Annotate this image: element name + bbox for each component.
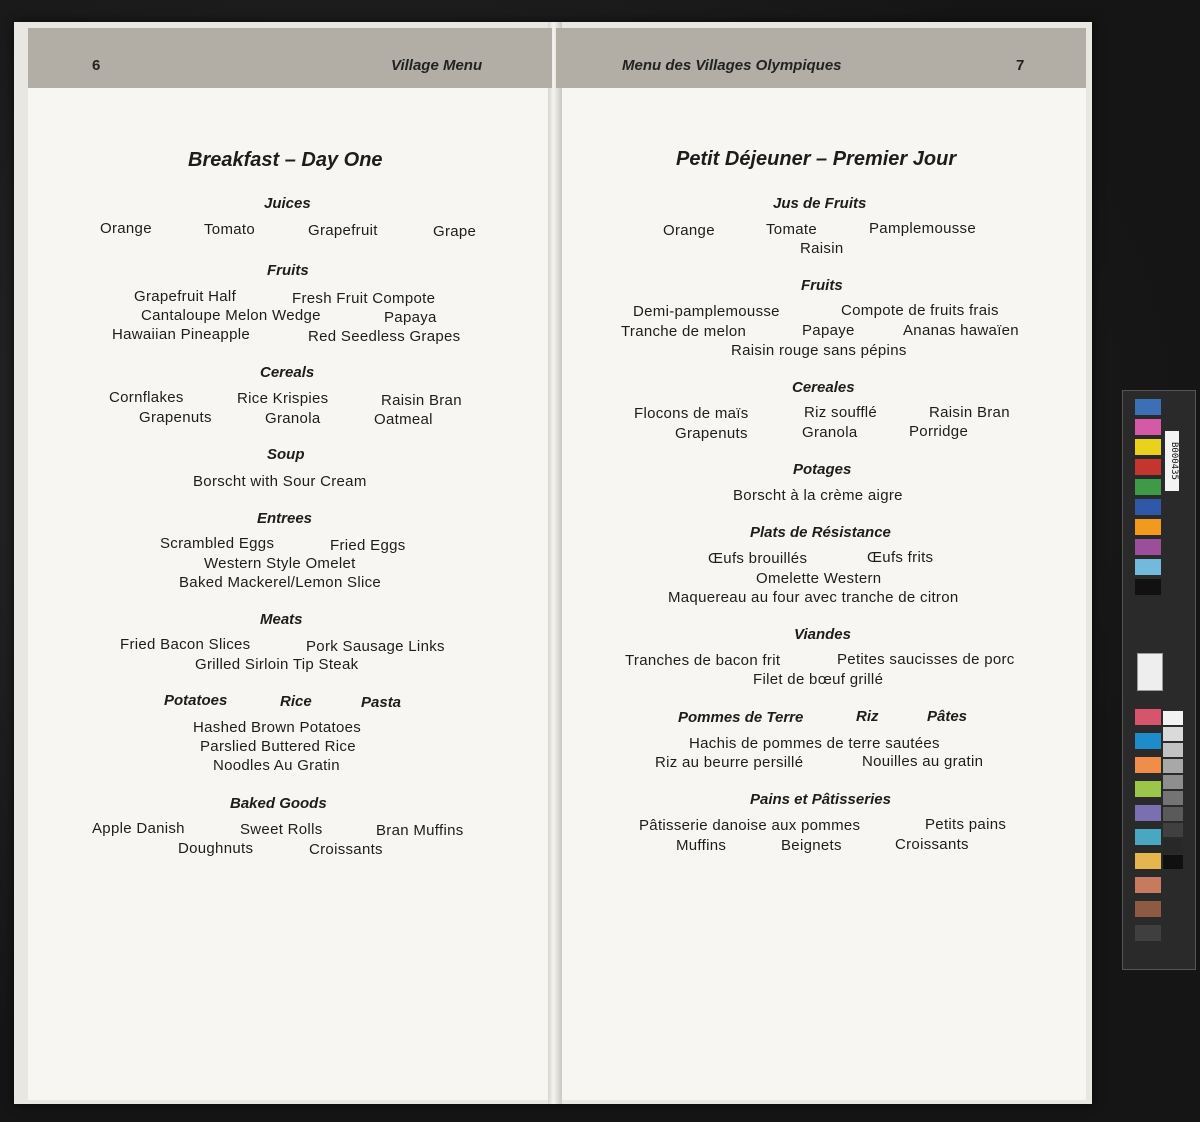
- section-heading-juices: Juices: [264, 195, 311, 212]
- menu-item: Papaya: [384, 309, 437, 326]
- menu-item: Grilled Sirloin Tip Steak: [195, 656, 359, 673]
- color-swatch: [1135, 925, 1161, 941]
- color-swatch: [1135, 805, 1161, 821]
- color-swatch: [1135, 579, 1161, 595]
- section-heading-fruits: Fruits: [267, 262, 309, 279]
- color-swatch: [1135, 829, 1161, 845]
- grey-swatch: [1163, 839, 1183, 853]
- menu-item: Croissants: [895, 836, 969, 853]
- menu-item: Tomato: [204, 221, 255, 238]
- menu-item: Sweet Rolls: [240, 821, 323, 838]
- color-swatch: [1135, 853, 1161, 869]
- section-heading-soup: Soup: [267, 446, 305, 463]
- menu-item: Red Seedless Grapes: [308, 328, 461, 345]
- color-swatch: [1135, 399, 1161, 415]
- menu-item: Cornflakes: [109, 389, 184, 406]
- menu-item: Tomate: [766, 221, 817, 238]
- color-swatch: [1135, 757, 1161, 773]
- section-heading-entrees: Entrees: [257, 510, 313, 527]
- section-heading-soup: Potages: [793, 461, 852, 478]
- menu-item: Filet de bœuf grillé: [753, 671, 884, 688]
- menu-item: Parslied Buttered Rice: [200, 738, 356, 755]
- menu-item: Grapenuts: [675, 425, 748, 442]
- menu-title: Breakfast – Day One: [188, 149, 383, 171]
- menu-item: Pork Sausage Links: [306, 638, 445, 655]
- right-page-header: Menu des Villages Olympiques: [622, 57, 842, 74]
- color-swatch: [1135, 733, 1161, 749]
- menu-item: Riz soufflé: [804, 404, 878, 421]
- menu-item: Demi-pamplemousse: [633, 303, 780, 320]
- menu-item: Flocons de maïs: [634, 405, 749, 422]
- color-swatch: [1135, 439, 1161, 455]
- menu-item: Compote de fruits frais: [841, 302, 999, 319]
- section-heading-baked-goods: Pains et Pâtisseries: [750, 791, 891, 808]
- menu-item: Orange: [663, 222, 715, 239]
- menu-item: Beignets: [781, 837, 842, 854]
- menu-item: Fried Bacon Slices: [120, 636, 251, 653]
- menu-item: Croissants: [309, 841, 383, 858]
- menu-item: Grapenuts: [139, 409, 212, 426]
- menu-item: Borscht with Sour Cream: [193, 473, 367, 490]
- section-heading-rice: Riz: [856, 708, 879, 725]
- menu-item: Noodles Au Gratin: [213, 757, 340, 774]
- color-calibration-strip: [1122, 390, 1196, 970]
- menu-item: Tranches de bacon frit: [625, 652, 781, 669]
- menu-item: Tranche de melon: [621, 323, 747, 340]
- menu-item: Fresh Fruit Compote: [292, 290, 436, 307]
- section-heading-potatoes: Pommes de Terre: [678, 709, 804, 726]
- menu-item: Western Style Omelet: [204, 555, 356, 572]
- menu-item: Maquereau au four avec tranche de citron: [668, 589, 959, 606]
- menu-item: Nouilles au gratin: [862, 753, 984, 770]
- section-heading-entrees: Plats de Résistance: [750, 524, 891, 541]
- color-swatch: [1135, 901, 1161, 917]
- menu-item: Grape: [433, 223, 477, 240]
- left-page-number: 6: [92, 57, 101, 74]
- color-swatch: [1135, 459, 1161, 475]
- grey-swatch: [1163, 727, 1183, 741]
- grey-swatch: [1163, 823, 1183, 837]
- right-page-number: 7: [1016, 57, 1025, 74]
- menu-item: Œufs frits: [867, 549, 934, 566]
- menu-item: Orange: [100, 220, 152, 237]
- section-heading-pasta: Pasta: [361, 694, 402, 711]
- section-heading-cereals: Cereals: [260, 364, 315, 381]
- strip-code-label: B000435: [1165, 431, 1179, 491]
- right-page: [556, 28, 1086, 1100]
- grey-swatch: [1163, 743, 1183, 757]
- grey-swatch: [1163, 791, 1183, 805]
- menu-item: Ananas hawaïen: [903, 322, 1019, 339]
- menu-item: Riz au beurre persillé: [655, 754, 804, 771]
- menu-item: Hachis de pommes de terre sautées: [689, 735, 940, 752]
- calibration-target: [1137, 653, 1163, 691]
- section-heading-rice: Rice: [280, 693, 312, 710]
- menu-item: Cantaloupe Melon Wedge: [141, 307, 321, 324]
- menu-item: Bran Muffins: [376, 822, 464, 839]
- menu-item: Petites saucisses de porc: [837, 651, 1015, 668]
- section-heading-cereals: Cereales: [792, 379, 855, 396]
- menu-item: Fried Eggs: [330, 537, 406, 554]
- menu-item: Muffins: [676, 837, 727, 854]
- menu-item: Apple Danish: [92, 820, 185, 837]
- color-swatch: [1135, 709, 1161, 725]
- color-swatch: [1135, 519, 1161, 535]
- grey-swatch: [1163, 807, 1183, 821]
- grey-swatch: [1163, 775, 1183, 789]
- section-heading-juices: Jus de Fruits: [773, 195, 867, 212]
- grey-swatch: [1163, 855, 1183, 869]
- menu-item: Omelette Western: [756, 570, 882, 587]
- grey-swatch: [1163, 711, 1183, 725]
- menu-item: Raisin Bran: [929, 404, 1010, 421]
- menu-item: Petits pains: [925, 816, 1007, 833]
- menu-item: Papaye: [802, 322, 855, 339]
- menu-item: Rice Krispies: [237, 390, 329, 407]
- menu-item: Baked Mackerel/Lemon Slice: [179, 574, 382, 591]
- color-swatch: [1135, 559, 1161, 575]
- menu-item: Pâtisserie danoise aux pommes: [639, 817, 861, 834]
- menu-item: Raisin rouge sans pépins: [731, 342, 907, 359]
- grey-swatch: [1163, 759, 1183, 773]
- menu-item: Raisin: [800, 240, 844, 257]
- menu-title: Petit Déjeuner – Premier Jour: [676, 148, 957, 170]
- color-swatch: [1135, 499, 1161, 515]
- color-swatch: [1135, 419, 1161, 435]
- color-swatch: [1135, 479, 1161, 495]
- menu-item: Porridge: [909, 423, 969, 440]
- menu-item: Grapefruit Half: [134, 288, 237, 305]
- color-swatch: [1135, 781, 1161, 797]
- color-swatch: [1135, 539, 1161, 555]
- menu-item: Scrambled Eggs: [160, 535, 275, 552]
- menu-item: Grapefruit: [308, 222, 378, 239]
- menu-item: Hashed Brown Potatoes: [193, 719, 362, 736]
- section-heading-baked-goods: Baked Goods: [230, 795, 327, 812]
- section-heading-meats: Meats: [260, 611, 303, 628]
- section-heading-meats: Viandes: [794, 626, 851, 643]
- menu-item: Granola: [802, 424, 858, 441]
- color-swatch: [1135, 877, 1161, 893]
- section-heading-fruits: Fruits: [801, 277, 843, 294]
- menu-item: Borscht à la crème aigre: [733, 487, 903, 504]
- menu-item: Granola: [265, 410, 321, 427]
- menu-item: Pamplemousse: [869, 220, 976, 237]
- section-heading-pasta: Pâtes: [927, 708, 968, 725]
- menu-item: Doughnuts: [178, 840, 254, 857]
- menu-item: Oatmeal: [374, 411, 433, 428]
- left-page-header: Village Menu: [391, 57, 483, 74]
- menu-item: Œufs brouillés: [708, 550, 808, 567]
- menu-item: Hawaiian Pineapple: [112, 326, 250, 343]
- section-heading-potatoes: Potatoes: [164, 692, 228, 709]
- booklet-spine: [548, 22, 562, 1104]
- menu-item: Raisin Bran: [381, 392, 462, 409]
